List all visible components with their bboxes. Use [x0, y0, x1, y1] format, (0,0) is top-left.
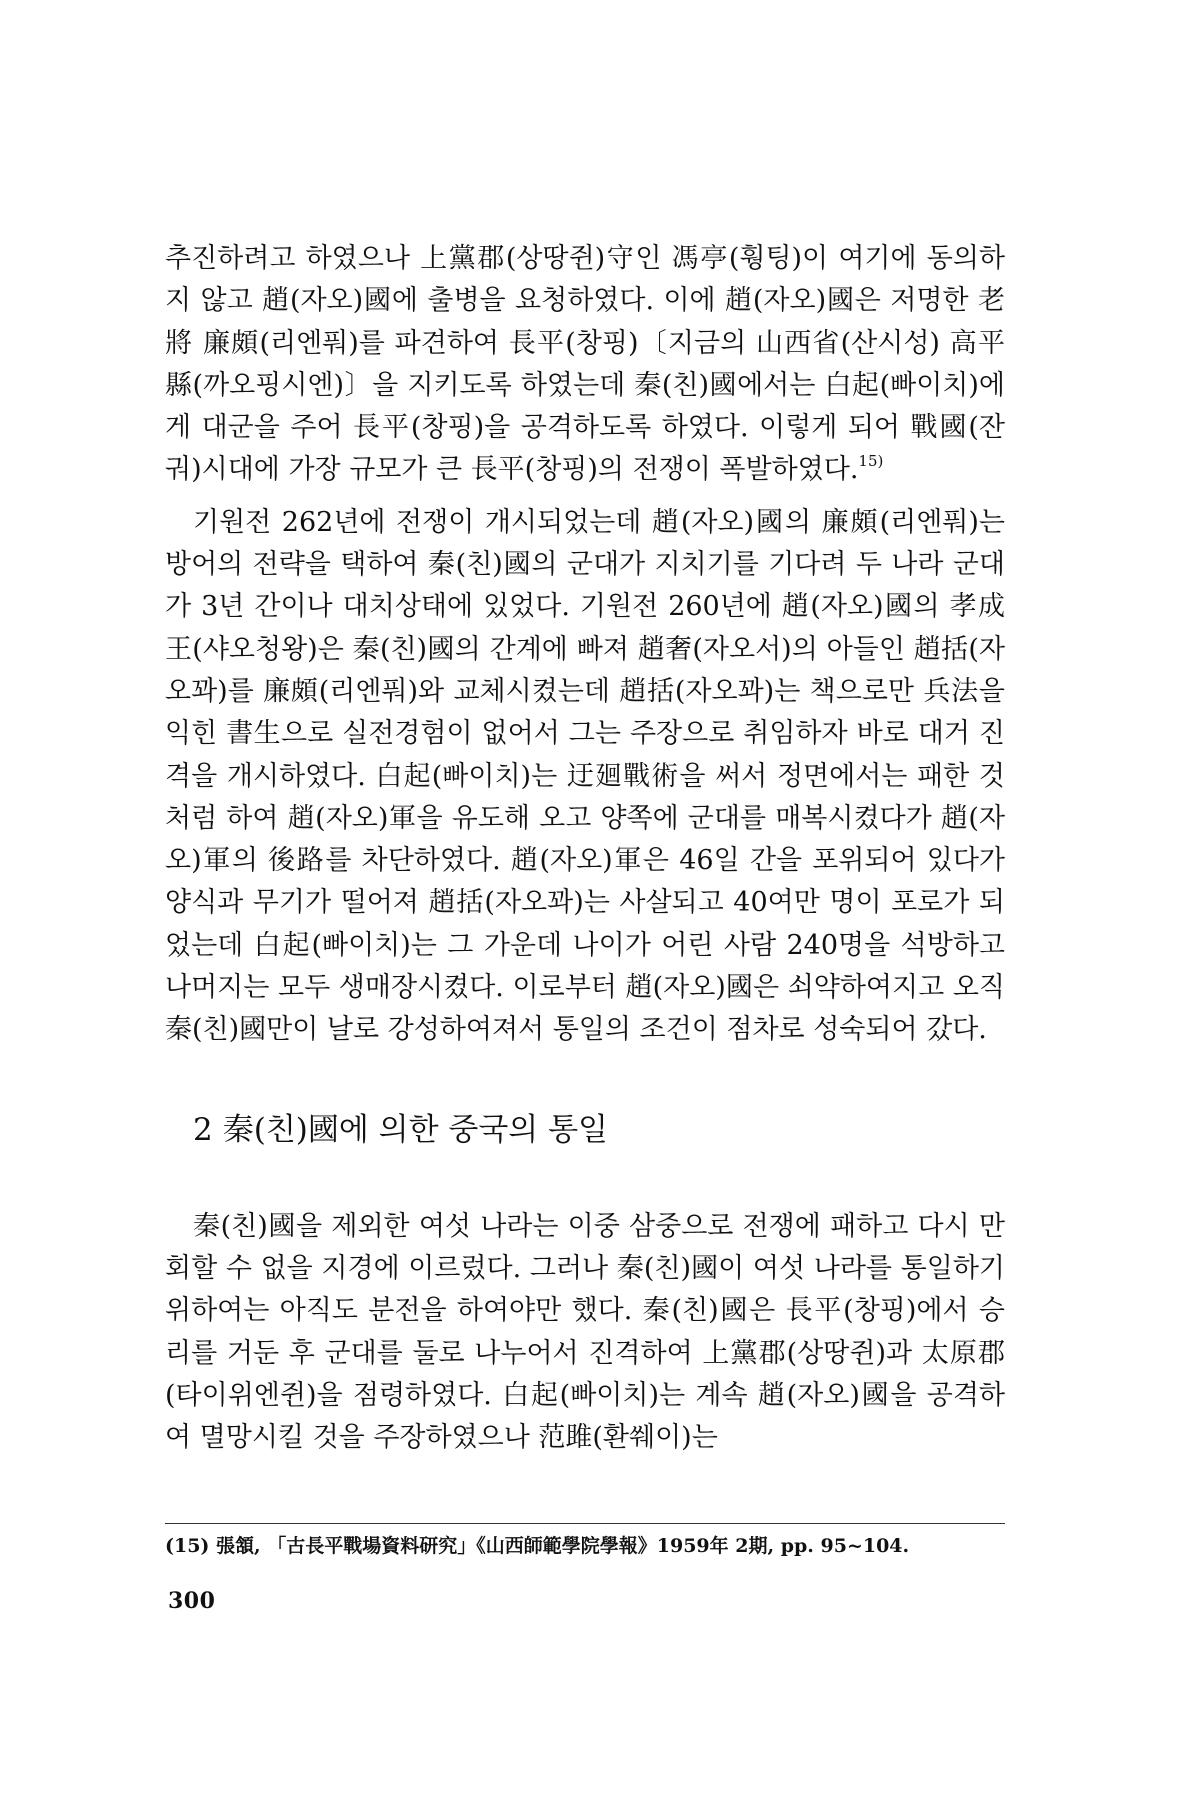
- footnote-reference: 15): [858, 452, 884, 471]
- section-title: 秦(친)國에 의한 중국의 통일: [222, 1111, 608, 1148]
- paragraph-3: 秦(친)國을 제외한 여섯 나라는 이중 삼중으로 전쟁에 패하고 다시 만회할 수 없을 지경에 이르렀다. 그러나 秦(친)國이 여섯 나라를 통일하기 위하여는 아직도 분전을 하여야만 했다. 秦(친)國은 長平(창핑)에서 승리를 거둔 후 군대를 둘로 나누어서 진격하여 上黨郡(상땅쥔)과 太原郡(타이위엔쥔)을 점령하였다. 白起(빠이치)는 계속 趙(자오)國을 공격하여 멸망시킬 것을 주장하였으나 范雎(환쒜이)는: [165, 1210, 1005, 1454]
- section-heading: [193, 1108, 1005, 1152]
- paragraph-1: [165, 238, 1005, 492]
- page-number: 300: [168, 1588, 216, 1614]
- paragraph-1-text: 추진하려고 하였으나 上黨郡(상땅쥔)守인 馮亭(훵팅)이 여기에 동의하지 않고 趙(자오)國에 출병을 요청하였다. 이에 趙(자오)國은 저명한 老將 廉頗(리엔풔)를 파견하여 長平(창핑)〔지금의 山西省(산시성) 高平縣(까오핑시엔)〕을 지키도록 하였는데 秦(친)國에서는 白起(빠이치)에게 대군을 주어 長平(창핑)을 공격하도록 하였다. 이렇게 되어 戰國(잔궈)시대에 가장 규모가 큰 長平(창핑)의 전쟁이 폭발하였다.: [165, 243, 1005, 486]
- main-text: [165, 238, 1005, 1459]
- footnote: (15) 張頷, 「古長平戰場資料研究」《山西師範學院學報》1959年 2期, pp. 95~104.: [165, 1523, 1005, 1560]
- section-number: 2: [193, 1111, 213, 1148]
- paragraph-2: 기원전 262년에 전쟁이 개시되었는데 趙(자오)國의 廉頗(리엔풔)는 방어의 전략을 택하여 秦(친)國의 군대가 지치기를 기다려 두 나라 군대가 3년 간이나 대치상태에 있었다. 기원전 260년에 趙(자오)國의 孝成王(샤오청왕)은 秦(친)國의 간계에 빠져 趙奢(자오서)의 아들인 趙括(자오꽈)를 廉頗(리엔풔)와 교체시켰는데 趙括(자오꽈)는 책으로만 兵法을 익힌 書生으로 실전경험이 없어서 그는 주장으로 취임하자 바로 대거 진격을 개시하였다. 白起(빠이치)는 迂廻戰術을 써서 정면에서는 패한 것처럼 하여 趙(자오)軍을 유도해 오고 양쪽에 군대를 매복시켰다가 趙(자오)軍의 後路를 차단하였다. 趙(자오)軍은 46일 간을 포위되어 있다가 양식과 무기가 떨어져 趙括(자오꽈)는 사살되고 40여만 명이 포로가 되었는데 白起(빠이치)는 그 가운데 나이가 어린 사람 240명을 석방하고 나머지는 모두 생매장시켰다. 이로부터 趙(자오)國은 쇠약하여지고 오직 秦(친)國만이 날로 강성하여져서 통일의 조건이 점차로 성숙되어 갔다.: [165, 506, 1005, 1046]
